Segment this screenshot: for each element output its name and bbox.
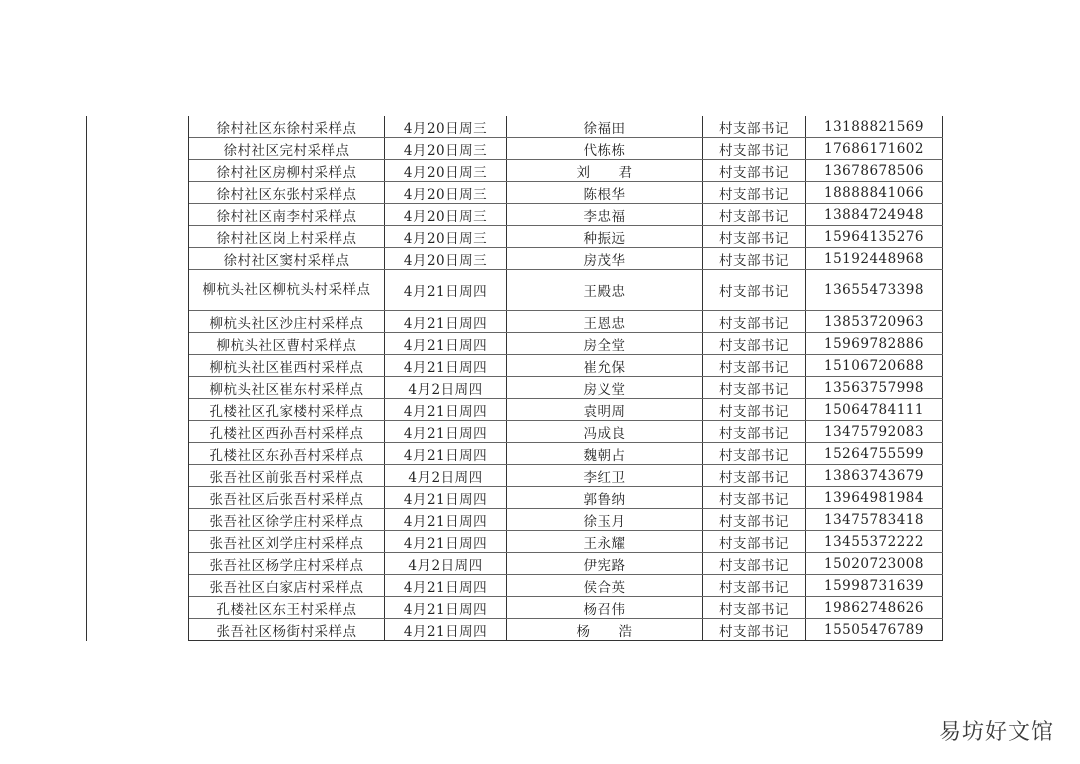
site-cell: 孔楼社区东孙吾村采样点 — [189, 443, 385, 465]
table-row — [87, 355, 943, 377]
phone-cell: 13563757998 — [806, 377, 943, 399]
phone-cell: 18888841066 — [806, 182, 943, 204]
contact-cell: 伊宪路 — [507, 553, 703, 575]
date-cell: 4月21日周四 — [385, 355, 507, 377]
site-cell: 张吾社区刘学庄村采样点 — [189, 531, 385, 553]
phone-cell: 15964135276 — [806, 226, 943, 248]
phone-cell: 15020723008 — [806, 553, 943, 575]
table-row — [87, 377, 943, 399]
site-cell: 徐村社区完村采样点 — [189, 138, 385, 160]
role-cell: 村支部书记 — [703, 377, 806, 399]
contact-cell: 侯合英 — [507, 575, 703, 597]
blank-cell — [87, 311, 189, 333]
date-cell: 4月21日周四 — [385, 311, 507, 333]
table-row — [87, 116, 943, 138]
table-row — [87, 619, 943, 641]
role-cell: 村支部书记 — [703, 575, 806, 597]
site-cell: 孔楼社区西孙吾村采样点 — [189, 421, 385, 443]
site-cell: 孔楼社区孔家楼村采样点 — [189, 399, 385, 421]
table-row — [87, 311, 943, 333]
blank-cell — [87, 333, 189, 355]
contact-cell: 种振远 — [507, 226, 703, 248]
role-cell: 村支部书记 — [703, 355, 806, 377]
blank-cell — [87, 138, 189, 160]
role-cell: 村支部书记 — [703, 553, 806, 575]
role-cell: 村支部书记 — [703, 465, 806, 487]
site-cell: 徐村社区东张村采样点 — [189, 182, 385, 204]
contact-cell: 冯成良 — [507, 421, 703, 443]
contact-cell: 房全堂 — [507, 333, 703, 355]
role-cell: 村支部书记 — [703, 487, 806, 509]
site-cell: 张吾社区杨学庄村采样点 — [189, 553, 385, 575]
role-cell: 村支部书记 — [703, 116, 806, 138]
date-cell: 4月21日周四 — [385, 421, 507, 443]
date-cell: 4月21日周四 — [385, 487, 507, 509]
role-cell: 村支部书记 — [703, 160, 806, 182]
blank-cell — [87, 116, 189, 138]
contact-cell: 王恩忠 — [507, 311, 703, 333]
role-cell: 村支部书记 — [703, 226, 806, 248]
site-cell: 柳杭头社区曹村采样点 — [189, 333, 385, 355]
table-row — [87, 226, 943, 248]
phone-cell: 13884724948 — [806, 204, 943, 226]
role-cell: 村支部书记 — [703, 399, 806, 421]
watermark-text: 易坊好文馆 — [938, 720, 1054, 745]
contact-cell: 徐福田 — [507, 116, 703, 138]
phone-cell: 15505476789 — [806, 619, 943, 641]
date-cell: 4月21日周四 — [385, 333, 507, 355]
table-row — [87, 509, 943, 531]
date-cell: 4月20日周三 — [385, 138, 507, 160]
site-cell: 徐村社区南李村采样点 — [189, 204, 385, 226]
phone-cell: 13188821569 — [806, 116, 943, 138]
contact-cell: 李红卫 — [507, 465, 703, 487]
contact-cell: 李忠福 — [507, 204, 703, 226]
contact-cell: 杨 浩 — [507, 619, 703, 641]
date-cell: 4月21日周四 — [385, 509, 507, 531]
role-cell: 村支部书记 — [703, 204, 806, 226]
table-row — [87, 443, 943, 465]
blank-cell — [87, 421, 189, 443]
date-cell: 4月20日周三 — [385, 116, 507, 138]
document-table-region — [86, 116, 942, 641]
site-cell: 柳杭头社区沙庄村采样点 — [189, 311, 385, 333]
role-cell: 村支部书记 — [703, 509, 806, 531]
date-cell: 4月21日周四 — [385, 531, 507, 553]
date-cell: 4月21日周四 — [385, 443, 507, 465]
date-cell: 4月2日周四 — [385, 377, 507, 399]
phone-cell: 13863743679 — [806, 465, 943, 487]
phone-cell: 13853720963 — [806, 311, 943, 333]
role-cell: 村支部书记 — [703, 270, 806, 311]
table-row — [87, 465, 943, 487]
site-cell: 徐村社区房柳村采样点 — [189, 160, 385, 182]
table-row — [87, 182, 943, 204]
table-row — [87, 487, 943, 509]
date-cell: 4月21日周四 — [385, 597, 507, 619]
contact-cell: 代栋栋 — [507, 138, 703, 160]
blank-cell — [87, 487, 189, 509]
phone-cell: 15064784111 — [806, 399, 943, 421]
blank-cell — [87, 355, 189, 377]
contact-cell: 王永耀 — [507, 531, 703, 553]
contact-cell: 陈根华 — [507, 182, 703, 204]
blank-cell — [87, 509, 189, 531]
date-cell: 4月20日周三 — [385, 160, 507, 182]
phone-cell: 13475792083 — [806, 421, 943, 443]
site-cell: 张吾社区杨街村采样点 — [189, 619, 385, 641]
phone-cell: 17686171602 — [806, 138, 943, 160]
date-cell: 4月2日周四 — [385, 553, 507, 575]
contact-cell: 袁明周 — [507, 399, 703, 421]
site-cell: 孔楼社区东王村采样点 — [189, 597, 385, 619]
table-row — [87, 421, 943, 443]
blank-cell — [87, 531, 189, 553]
table-row — [87, 597, 943, 619]
site-cell: 徐村社区窦村采样点 — [189, 248, 385, 270]
phone-cell: 15264755599 — [806, 443, 943, 465]
blank-cell — [87, 270, 189, 311]
blank-cell — [87, 597, 189, 619]
site-cell: 徐村社区东徐村采样点 — [189, 116, 385, 138]
table-row — [87, 160, 943, 182]
date-cell: 4月20日周三 — [385, 226, 507, 248]
blank-cell — [87, 553, 189, 575]
contact-cell: 徐玉月 — [507, 509, 703, 531]
role-cell: 村支部书记 — [703, 333, 806, 355]
table-row — [87, 138, 943, 160]
contact-cell: 崔允保 — [507, 355, 703, 377]
phone-cell: 13655473398 — [806, 270, 943, 311]
phone-cell: 15969782886 — [806, 333, 943, 355]
blank-cell — [87, 399, 189, 421]
site-cell: 张吾社区后张吾村采样点 — [189, 487, 385, 509]
table-row — [87, 333, 943, 355]
blank-cell — [87, 443, 189, 465]
date-cell: 4月20日周三 — [385, 248, 507, 270]
role-cell: 村支部书记 — [703, 138, 806, 160]
date-cell: 4月21日周四 — [385, 399, 507, 421]
role-cell: 村支部书记 — [703, 311, 806, 333]
table-row — [87, 399, 943, 421]
site-cell: 张吾社区前张吾村采样点 — [189, 465, 385, 487]
sampling-site-table — [86, 116, 943, 641]
role-cell: 村支部书记 — [703, 531, 806, 553]
contact-cell: 杨召伟 — [507, 597, 703, 619]
date-cell: 4月2日周四 — [385, 465, 507, 487]
site-cell: 张吾社区徐学庄村采样点 — [189, 509, 385, 531]
phone-cell: 19862748626 — [806, 597, 943, 619]
blank-cell — [87, 619, 189, 641]
site-cell: 柳杭头社区崔东村采样点 — [189, 377, 385, 399]
role-cell: 村支部书记 — [703, 443, 806, 465]
phone-cell: 15192448968 — [806, 248, 943, 270]
role-cell: 村支部书记 — [703, 597, 806, 619]
contact-cell: 刘 君 — [507, 160, 703, 182]
table-row — [87, 204, 943, 226]
blank-cell — [87, 377, 189, 399]
contact-cell: 郭鲁纳 — [507, 487, 703, 509]
contact-cell: 房茂华 — [507, 248, 703, 270]
table-row — [87, 575, 943, 597]
blank-cell — [87, 226, 189, 248]
date-cell: 4月21日周四 — [385, 619, 507, 641]
table-row — [87, 248, 943, 270]
phone-cell: 13455372222 — [806, 531, 943, 553]
contact-cell: 王殿忠 — [507, 270, 703, 311]
phone-cell: 15106720688 — [806, 355, 943, 377]
phone-cell: 13678678506 — [806, 160, 943, 182]
site-cell: 张吾社区白家店村采样点 — [189, 575, 385, 597]
role-cell: 村支部书记 — [703, 248, 806, 270]
phone-cell: 13964981984 — [806, 487, 943, 509]
phone-cell: 13475783418 — [806, 509, 943, 531]
role-cell: 村支部书记 — [703, 619, 806, 641]
role-cell: 村支部书记 — [703, 182, 806, 204]
table-row — [87, 531, 943, 553]
table-row — [87, 553, 943, 575]
date-cell: 4月21日周四 — [385, 575, 507, 597]
table-row — [87, 270, 943, 311]
site-cell: 徐村社区岗上村采样点 — [189, 226, 385, 248]
blank-cell — [87, 182, 189, 204]
date-cell: 4月21日周四 — [385, 270, 507, 311]
contact-cell: 魏朝占 — [507, 443, 703, 465]
blank-cell — [87, 204, 189, 226]
blank-cell — [87, 248, 189, 270]
role-cell: 村支部书记 — [703, 421, 806, 443]
phone-cell: 15998731639 — [806, 575, 943, 597]
blank-cell — [87, 465, 189, 487]
table-body — [87, 116, 943, 641]
blank-cell — [87, 160, 189, 182]
blank-cell — [87, 575, 189, 597]
date-cell: 4月20日周三 — [385, 204, 507, 226]
site-cell: 柳杭头社区柳杭头村采样点 — [189, 270, 385, 311]
contact-cell: 房义堂 — [507, 377, 703, 399]
site-cell: 柳杭头社区崔西村采样点 — [189, 355, 385, 377]
date-cell: 4月20日周三 — [385, 182, 507, 204]
